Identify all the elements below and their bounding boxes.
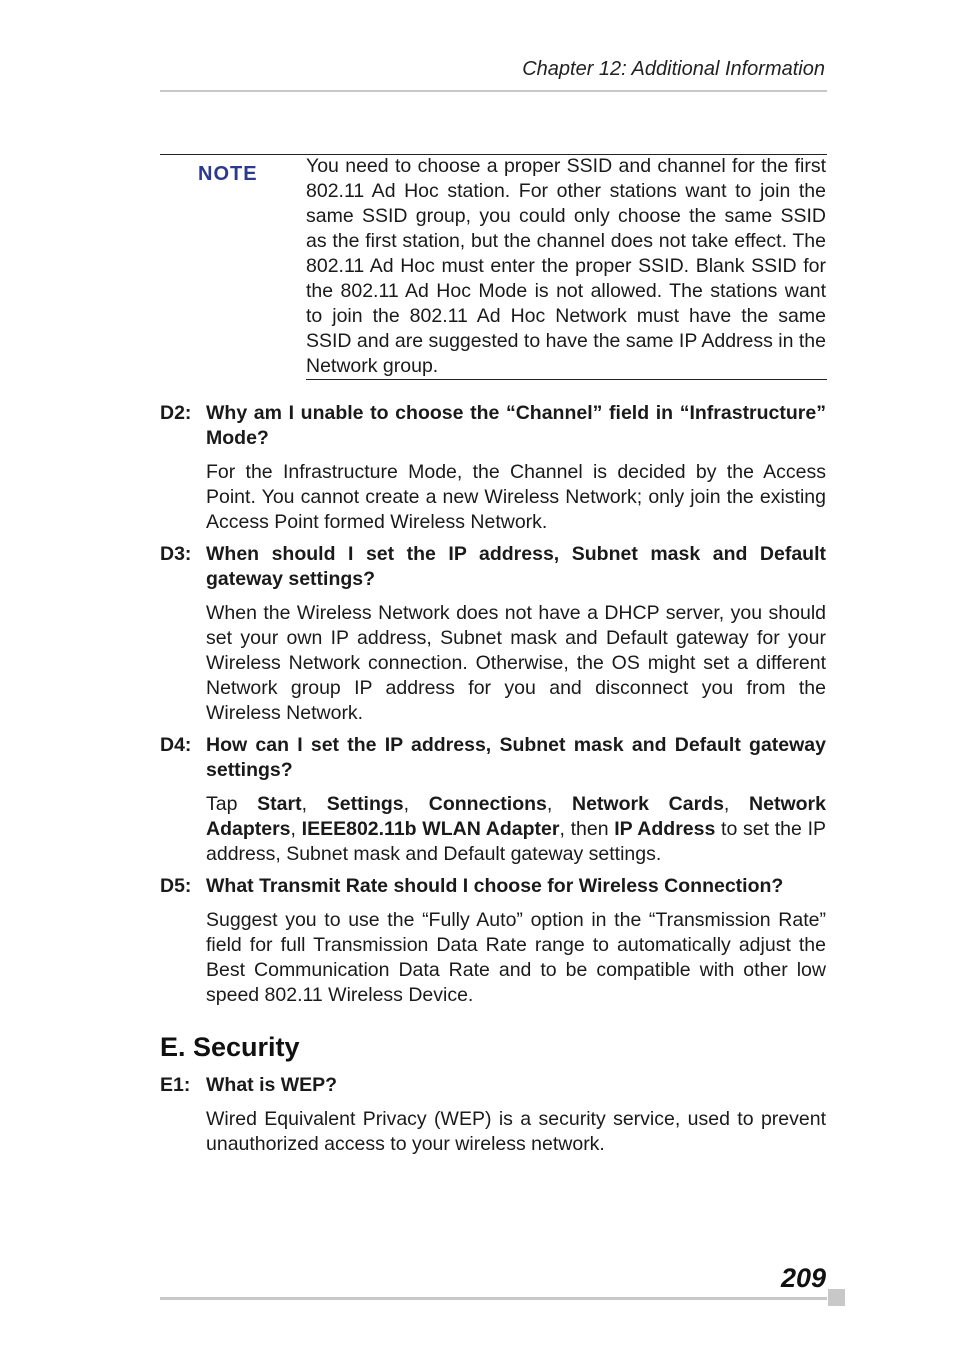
- question-row: [160, 542, 826, 592]
- question-number: D5:: [160, 875, 192, 897]
- separator: ,: [301, 793, 327, 815]
- chapter-header: Chapter 12: Additional Information: [522, 58, 825, 80]
- menu-settings: Settings: [326, 793, 404, 815]
- answer-text: [206, 792, 826, 867]
- menu-network-adapters: Network Adapters: [206, 793, 826, 840]
- question-text: What is WEP?: [206, 1074, 338, 1096]
- faq-item-d5: [160, 874, 826, 1008]
- answer-text: Suggest you to use the “Fully Auto” option in the “Transmission Rate” field for full Transmission Data Rate range to automatically adjust the Best Communication Data Rate and to be compatible with other low speed 802.11 Wireless Device.: [206, 909, 826, 1006]
- faq-item-d2: [160, 401, 826, 535]
- question-text: Why am I unable to choose the “Channel” field in “Infrastructure” Mode?: [206, 402, 826, 449]
- menu-ieee-adapter: IEEE802.11b WLAN Adapter: [301, 818, 560, 840]
- menu-start: Start: [257, 793, 302, 815]
- answer-tail: to set the IP address, Subnet mask and Default gateway settings.: [206, 818, 826, 865]
- answer-text: When the Wireless Network does not have a DHCP server, you should set your own IP address, Subnet mask and Default gateway for your Wireless Network connection. Otherwise, the OS might set a different Network group IP address for you and disconnect you from the Wireless Network.: [206, 602, 826, 724]
- faq-item-d4: [160, 733, 826, 867]
- menu-connections: Connections: [428, 793, 547, 815]
- separator: ,: [546, 793, 572, 815]
- question-row: [160, 401, 826, 451]
- note-text: You need to choose a proper SSID and channel for the first 802.11 Ad Hoc station. For other stations want to join the same SSID group, you could only choose the same SSID as the first station, but the channel does not take effect. The 802.11 Ad Hoc must enter the proper SSID. Blank SSID for the 802.11 Ad Hoc Mode is not allowed. The stations want to join the 802.11 Ad Hoc Network must have the same SSID and are suggested to have the same IP Address in the Network group.: [306, 155, 826, 377]
- note-bottom-rule: [306, 379, 827, 380]
- question-row: [160, 733, 826, 783]
- question-text: How can I set the IP address, Subnet mask and Default gateway settings?: [206, 734, 826, 781]
- answer-text: Wired Equivalent Privacy (WEP) is a security service, used to prevent unauthorized access to your wireless network.: [206, 1108, 826, 1155]
- faq-item-e1: [160, 1073, 826, 1157]
- question-number: D2:: [160, 402, 192, 424]
- note-label: NOTE: [198, 163, 258, 185]
- question-text: What Transmit Rate should I choose for Wireless Connection?: [206, 875, 784, 897]
- separator: ,: [290, 818, 302, 840]
- menu-network-cards: Network Cards: [572, 793, 724, 815]
- answer-then: , then: [559, 818, 615, 840]
- question-row: [160, 874, 826, 899]
- question-number: D4:: [160, 734, 192, 756]
- section-heading: E. Security: [160, 1032, 300, 1062]
- question-row: [160, 1073, 826, 1098]
- question-number: E1:: [160, 1074, 191, 1096]
- question-text: When should I set the IP address, Subnet mask and Default gateway settings?: [206, 543, 826, 590]
- menu-ip-address: IP Address: [614, 818, 716, 840]
- question-number: D3:: [160, 543, 192, 565]
- header-rule: [160, 90, 827, 92]
- footer-square: [828, 1289, 845, 1306]
- page-number: 209: [780, 1263, 826, 1293]
- separator: ,: [723, 793, 750, 815]
- answer-tap: Tap: [206, 793, 258, 815]
- footer-rule: [160, 1297, 827, 1300]
- faq-item-d3: [160, 542, 826, 726]
- answer-text: For the Infrastructure Mode, the Channel is decided by the Access Point. You cannot create a new Wireless Network; only join the existing Access Point formed Wireless Network.: [206, 461, 826, 533]
- separator: ,: [403, 793, 429, 815]
